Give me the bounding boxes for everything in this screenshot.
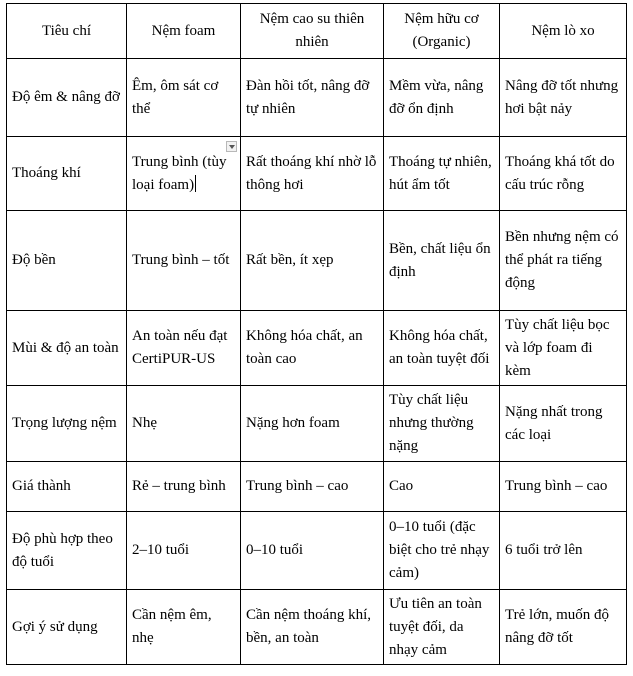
table-row	[7, 59, 627, 137]
organic-cell[interactable]: Tùy chất liệu nhưng thường nặng	[384, 386, 500, 462]
foam-cell[interactable]: Êm, ôm sát cơ thể	[127, 59, 241, 137]
foam-cell[interactable]: An toàn nếu đạt CertiPUR-US	[127, 311, 241, 386]
foam-cell[interactable]: Trung bình – tốt	[127, 211, 241, 311]
header-spring[interactable]: Nệm lò xo	[500, 4, 627, 59]
latex-cell[interactable]: 0–10 tuổi	[241, 512, 384, 590]
organic-cell[interactable]: Ưu tiên an toàn tuyệt đối, da nhạy cảm	[384, 590, 500, 665]
foam-cell[interactable]: Nhẹ	[127, 386, 241, 462]
dropdown-arrow-icon[interactable]	[226, 141, 237, 152]
criteria-cell[interactable]: Độ bền	[7, 211, 127, 311]
criteria-cell[interactable]: Thoáng khí	[7, 137, 127, 211]
criteria-cell[interactable]: Độ êm & nâng đỡ	[7, 59, 127, 137]
table-row	[7, 386, 627, 462]
spring-cell[interactable]: Trung bình – cao	[500, 462, 627, 512]
organic-cell[interactable]: Thoáng tự nhiên, hút ẩm tốt	[384, 137, 500, 211]
table-row	[7, 590, 627, 665]
foam-cell-text: Trung bình (tùy loại foam)	[132, 153, 227, 193]
criteria-cell[interactable]: Trọng lượng nệm	[7, 386, 127, 462]
foam-cell[interactable]: Rẻ – trung bình	[127, 462, 241, 512]
table-row	[7, 137, 627, 211]
table-header-row	[7, 4, 627, 59]
table-row	[7, 211, 627, 311]
foam-cell[interactable]: 2–10 tuổi	[127, 512, 241, 590]
spring-cell[interactable]: 6 tuổi trở lên	[500, 512, 627, 590]
header-foam[interactable]: Nệm foam	[127, 4, 241, 59]
organic-cell[interactable]: Cao	[384, 462, 500, 512]
spring-cell[interactable]: Nâng đỡ tốt nhưng hơi bật nảy	[500, 59, 627, 137]
header-latex[interactable]: Nệm cao su thiên nhiên	[241, 4, 384, 59]
latex-cell[interactable]: Rất thoáng khí nhờ lỗ thông hơi	[241, 137, 384, 211]
foam-cell[interactable]: Cần nệm êm, nhẹ	[127, 590, 241, 665]
criteria-cell[interactable]: Độ phù hợp theo độ tuổi	[7, 512, 127, 590]
organic-cell[interactable]: Không hóa chất, an toàn tuyệt đối	[384, 311, 500, 386]
organic-cell[interactable]: Mềm vừa, nâng đỡ ổn định	[384, 59, 500, 137]
spring-cell[interactable]: Trẻ lớn, muốn độ nâng đỡ tốt	[500, 590, 627, 665]
table-row	[7, 512, 627, 590]
organic-cell[interactable]: Bền, chất liệu ổn định	[384, 211, 500, 311]
spring-cell[interactable]: Bền nhưng nệm có thể phát ra tiếng động	[500, 211, 627, 311]
mattress-comparison-table	[6, 3, 627, 665]
latex-cell[interactable]: Cần nệm thoáng khí, bền, an toàn	[241, 590, 384, 665]
spring-cell[interactable]: Thoáng khá tốt do cấu trúc rỗng	[500, 137, 627, 211]
table-row	[7, 311, 627, 386]
table-row	[7, 462, 627, 512]
criteria-cell[interactable]: Mùi & độ an toàn	[7, 311, 127, 386]
spring-cell[interactable]: Nặng nhất trong các loại	[500, 386, 627, 462]
criteria-cell[interactable]: Giá thành	[7, 462, 127, 512]
text-cursor-icon	[195, 175, 196, 192]
foam-cell-active[interactable]	[127, 137, 241, 211]
spring-cell[interactable]: Tùy chất liệu bọc và lớp foam đi kèm	[500, 311, 627, 386]
latex-cell[interactable]: Rất bền, ít xẹp	[241, 211, 384, 311]
header-criteria[interactable]: Tiêu chí	[7, 4, 127, 59]
document-page	[6, 3, 627, 665]
latex-cell[interactable]: Trung bình – cao	[241, 462, 384, 512]
organic-cell[interactable]: 0–10 tuổi (đặc biệt cho trẻ nhạy cảm)	[384, 512, 500, 590]
criteria-cell[interactable]: Gợi ý sử dụng	[7, 590, 127, 665]
latex-cell[interactable]: Nặng hơn foam	[241, 386, 384, 462]
latex-cell[interactable]: Không hóa chất, an toàn cao	[241, 311, 384, 386]
latex-cell[interactable]: Đàn hồi tốt, nâng đỡ tự nhiên	[241, 59, 384, 137]
header-organic[interactable]: Nệm hữu cơ (Organic)	[384, 4, 500, 59]
